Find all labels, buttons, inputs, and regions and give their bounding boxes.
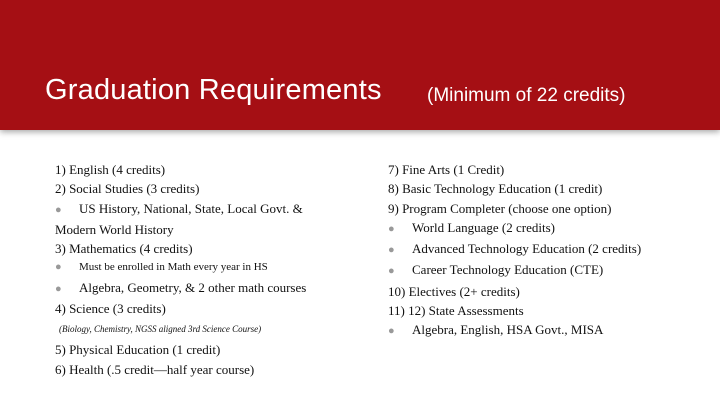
- list-item: ● Algebra, English, HSA Govt., MISA: [388, 320, 708, 341]
- requirement-physical-education: 5) Physical Education (1 credit): [55, 342, 221, 358]
- list-item: ● US History, National, State, Local Govt. &: [55, 199, 355, 220]
- bullet-icon: ●: [55, 203, 62, 216]
- requirement-science: 4) Science (3 credits): [55, 301, 166, 317]
- requirement-fine-arts: 7) Fine Arts (1 Credit): [388, 162, 505, 177]
- list-item: ● Algebra, Geometry, & 2 other math courses: [55, 278, 355, 299]
- requirement-electives: 10) Electives (2+ credits): [388, 283, 520, 299]
- list-item-continued: Modern World History: [55, 221, 174, 237]
- title-banner: [0, 0, 720, 130]
- left-column: [55, 160, 355, 379]
- bullet-icon: ●: [388, 222, 395, 235]
- slide-subtitle: (Minimum of 22 credits): [427, 85, 626, 106]
- requirement-health: 6) Health (.5 credit—half year course): [55, 361, 255, 377]
- right-column: [388, 160, 708, 342]
- bullet-icon: ●: [388, 265, 395, 278]
- list-item: ● World Language (2 credits): [388, 218, 708, 239]
- requirement-social-studies: 2) Social Studies (3 credits): [55, 181, 200, 197]
- bullet-icon: ●: [388, 244, 395, 257]
- list-item: ● Career Technology Education (CTE): [388, 260, 708, 281]
- list-item: ● Advanced Technology Education (2 credits): [388, 239, 708, 260]
- requirement-program-completer: 9) Program Completer (choose one option): [388, 200, 612, 216]
- requirement-mathematics: 3) Mathematics (4 credits): [55, 241, 193, 257]
- bullet-icon: ●: [55, 261, 62, 274]
- list-item: ● Must be enrolled in Math every year in HS: [55, 258, 355, 277]
- requirement-state-assessments: 11) 12) State Assessments: [388, 303, 524, 319]
- requirement-english: 1) English (4 credits): [55, 162, 166, 177]
- requirement-technology: 8) Basic Technology Education (1 credit): [388, 181, 603, 197]
- bullet-icon: ●: [388, 325, 395, 338]
- science-note: (Biology, Chemistry, NGSS aligned 3rd Science Course): [59, 324, 262, 335]
- slide-title: Graduation Requirements: [45, 74, 382, 106]
- bullet-icon: ●: [55, 282, 62, 295]
